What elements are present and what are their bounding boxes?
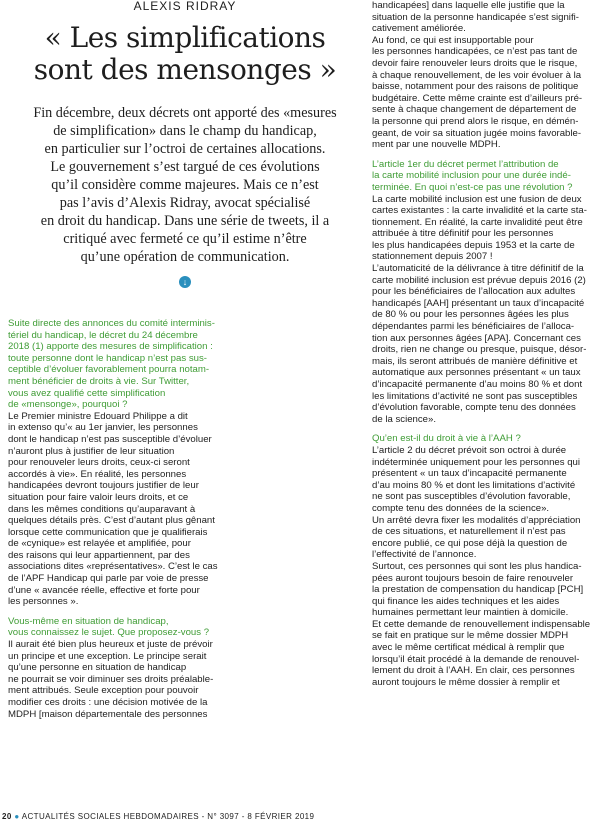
text-line: présentent « un taux d’incapacité permanente — [372, 468, 567, 480]
text-line: lorsqu’il était procédé à la demande de renouvel- — [372, 653, 580, 665]
text-line: L’article 1er du décret permet l’attribution de — [372, 158, 559, 170]
text-line: ne pourrait se voir diminuer ses droits préalable- — [8, 673, 214, 685]
text-line: de «cynique» est relayée et amplifiée, pour — [8, 538, 191, 550]
lead-line: Fin décembre, deux décrets ont apporté des «mesures — [33, 105, 337, 121]
text-line: un principe et une exception. Le principe serait — [8, 650, 207, 662]
text-line: dans les mêmes conditions qu’auparavant à — [8, 503, 196, 515]
text-line: accordés à vie». En réalité, les personnes — [8, 468, 187, 480]
text-line: baisse, notamment pour des raisons de politique — [372, 81, 579, 93]
text-line: Et cette demande de renouvellement indispensable — [372, 618, 591, 630]
text-line: cativement améliorée. — [372, 23, 466, 35]
text-line: encore publié, ce qui pose déjà la question de — [372, 537, 568, 549]
text-line: budgétaire. Cette même crainte est d’ailleurs pré- — [372, 92, 583, 104]
interview-question — [8, 318, 362, 411]
text-line: carte mobilité inclusion est prévue depuis 2016 (2) — [372, 274, 586, 286]
text-line: handicapés [AAH] présentant un taux d’incapacité — [372, 297, 585, 309]
text-line: handicapées devront toujours justifier de leur — [8, 480, 199, 492]
text-line: sente à chaque changement de département de — [372, 104, 577, 116]
text-line: vous connaissez le sujet. Que proposez-vous ? — [8, 627, 210, 639]
text-line: la prestation de compensation du handicap [PCH] — [372, 584, 584, 596]
article-title — [8, 22, 362, 86]
lead-line: pas l’avis d’Alexis Ridray, avocat spécialisé — [59, 195, 311, 211]
author-name: ALEXIS RIDRAY — [133, 0, 237, 13]
footer-dot-icon: ● — [14, 812, 20, 821]
interview-answer — [372, 194, 604, 426]
text-line: terminée. En quoi n’est-ce pas une révolution ? — [372, 181, 573, 193]
left-body-text — [8, 318, 362, 720]
text-line: lement du droit à l’AAH. En clair, ces personnes — [372, 665, 575, 677]
text-line: qui finance les aides techniques et les aides — [372, 595, 560, 607]
text-line: indéterminée uniquement pour les personnes qui — [372, 456, 580, 468]
text-line: in extenso qu’« au 1er janvier, les personnes — [8, 422, 198, 434]
text-line: situation pour faire valoir leurs droits, et ce — [8, 491, 189, 503]
article-lead — [8, 104, 362, 266]
text-line: vous avez qualifié cette simplification — [8, 387, 166, 399]
text-line: attribuée à titre définitif pour les personnes — [372, 228, 554, 240]
text-line: cartes existantes : la carte invalidité et la carte sta- — [372, 205, 587, 217]
text-line: humaines permettant leur maintien à domicile. — [372, 607, 569, 619]
text-line: l’effectivité de l’annonce. — [372, 549, 477, 561]
text-line: les personnes ». — [8, 596, 79, 608]
text-line: Au fond, ce qui est insupportable pour — [372, 34, 534, 46]
text-line: à chaque renouvellement, de les voir évoluer à la — [372, 69, 582, 81]
text-line: qu’une personne en situation de handicap — [8, 662, 187, 674]
text-line: de la science». — [372, 413, 436, 425]
text-line: associations dites «représentatives». C’est le cas — [8, 561, 218, 573]
paragraph-gap — [372, 151, 604, 159]
paragraph-gap — [372, 425, 604, 433]
text-line: pour les bénéficiaires de l’allocation aux adultes — [372, 286, 576, 298]
text-line: dont le handicap n’est pas susceptible d’évoluer — [8, 433, 212, 445]
text-line: tion aux personnes âgées [APA]. Concernant ces — [372, 332, 581, 344]
text-line: les limitations d’activité ne sont pas susceptibles — [372, 390, 578, 402]
text-line: ne sont pas susceptibles d’évolution favorable, — [372, 491, 571, 503]
text-line: L’automaticité de la délivrance à titre définitif de la — [372, 263, 584, 275]
text-line: Un arrêté devra fixer les modalités d’appréciation — [372, 514, 581, 526]
text-line: la personne qui prend alors le risque, en démén- — [372, 115, 579, 127]
text-line: compte tenu des données de la science». — [372, 502, 550, 514]
left-column — [8, 0, 362, 720]
text-line: situation de la personne handicapée s’est signifi- — [372, 11, 579, 23]
text-line: se fait en pratique sur le même dossier MDPH — [372, 630, 569, 642]
text-line: mais, ils seront attribués de manière définitive et — [372, 355, 578, 367]
text-line: MDPH [maison départementale des personnes — [8, 708, 208, 720]
title-line: « Les simplifications — [44, 21, 326, 54]
page-number: 20 — [2, 812, 12, 821]
text-line: d’évolution favorable, compte tenu des données — [372, 402, 576, 414]
text-line: d’une « avancée réelle, effective et forte pour — [8, 584, 200, 596]
text-line: droits, rien ne change ou presque, puisque, désor- — [372, 344, 587, 356]
interview-question — [372, 159, 604, 194]
text-line: quelques détails près. C’est d’autant plus gênant — [8, 515, 215, 527]
text-line: auront toujours le même dossier à remplir et — [372, 676, 560, 688]
text-line: de ces situations, et naturellement il n’est pas — [372, 526, 566, 538]
lead-line: qu’une opération de communication. — [80, 249, 290, 265]
lead-line: de simplification» dans le champ du handicap, — [53, 123, 317, 139]
text-line: de «mensonge», pourquoi ? — [8, 399, 128, 411]
text-line: 2018 (1) apporte des mesures de simplification : — [8, 341, 213, 353]
text-line: d’au moins 80 % et dont les limitations d’activité — [372, 479, 576, 491]
text-line: modifier ces droits : une décision motivée de la — [8, 697, 208, 708]
text-line: tériel du handicap, le décret du 24 décembre — [8, 329, 198, 341]
paragraph-gap — [8, 608, 362, 616]
interview-answer — [8, 411, 362, 608]
arrow-down-icon: ↓ — [179, 276, 191, 288]
text-line: ment par une nouvelle MDPH. — [372, 139, 501, 151]
text-line: les personnes handicapées, ce n’est pas tant de — [372, 46, 578, 58]
text-line: Il aurait été bien plus heureux et juste de prévoir — [8, 639, 213, 651]
interview-question — [8, 616, 362, 639]
text-line: L’article 2 du décret prévoit son octroi à durée — [372, 444, 567, 456]
text-line: de l’APF Handicap qui parle par voie de presse — [8, 573, 209, 585]
lead-line: en particulier sur l’octroi de certaines allocations. — [44, 141, 326, 157]
text-line: Suite directe des annonces du comité interminis- — [8, 318, 215, 329]
text-line: dépendantes parmi les bénéficiaires de l’alloca- — [372, 321, 575, 333]
right-column — [372, 0, 604, 688]
text-line: d’incapacité permanente d’au moins 80 % et dont — [372, 379, 583, 390]
text-line: pour renouveler leurs droits, ceux-ci seront — [8, 457, 190, 469]
text-line: devoir faire renouveler leurs droits que le risque, — [372, 57, 578, 69]
text-line: geant, de voir sa situation jugée moins favorable- — [372, 127, 582, 139]
interview-answer — [8, 639, 362, 720]
text-line: tionnement. En réalité, la carte invalidité peut être — [372, 216, 583, 228]
lead-line: Le gouvernement s’est targué de ces évolutions — [50, 159, 320, 175]
lead-line: critiqué avec fermeté ce qu’il estime n’être — [63, 231, 307, 247]
text-line: toute personne dont le handicap n’est pas sus- — [8, 352, 207, 364]
text-line: avec le même certificat médical à remplir que — [372, 642, 565, 654]
text-line: pées auront toujours besoin de faire renouveler — [372, 572, 574, 584]
title-line: sont des mensonges » — [33, 53, 337, 86]
footer-publication: ACTUALITÉS SOCIALES HEBDOMADAIRES - N° 3097 - 8 FÉVRIER 2019 — [21, 812, 315, 821]
interview-question — [372, 433, 604, 445]
lead-line: en droit du handicap. Dans une série de tweets, il a — [40, 213, 330, 229]
interview-answer — [372, 445, 604, 688]
text-line: des raisons qui leur appartiennent, par des — [8, 549, 190, 561]
text-line: La carte mobilité inclusion est une fusion de deux — [372, 193, 582, 205]
text-line: lorsque cette communication que je qualifierais — [8, 526, 208, 538]
text-line: ceptible d’évoluer favorablement pourra notam- — [8, 364, 210, 376]
text-line: automatique aux personnes présentant « un taux — [372, 367, 581, 379]
text-line: de 80 % ou pour les personnes âgées les plus — [372, 309, 569, 321]
interview-answer — [372, 0, 604, 151]
text-line: Qu’en est-il du droit à vie à l’AAH ? — [372, 433, 521, 445]
text-line: Surtout, ces personnes qui sont les plus handica- — [372, 560, 582, 572]
text-line: ment attribués. Seule exception pour pouvoir — [8, 685, 199, 697]
text-line: la carte mobilité inclusion pour une durée indé- — [372, 170, 571, 182]
lead-line: qu’il considère comme majeures. Mais ce n’est — [51, 177, 319, 193]
text-line: handicapées] dans laquelle elle justifie que la — [372, 0, 565, 11]
text-line: stationnement depuis 2007 ! — [372, 251, 493, 263]
text-line: n’auront plus à justifier de leur situation — [8, 445, 175, 457]
text-line: Vous-même en situation de handicap, — [8, 615, 169, 627]
page-footer — [2, 812, 314, 821]
text-line: ment bénéficier de droits à vie. Sur Twitter, — [8, 375, 190, 387]
text-line: les plus handicapées depuis 1953 et la carte de — [372, 239, 575, 251]
text-line: Le Premier ministre Edouard Philippe a dit — [8, 410, 188, 422]
